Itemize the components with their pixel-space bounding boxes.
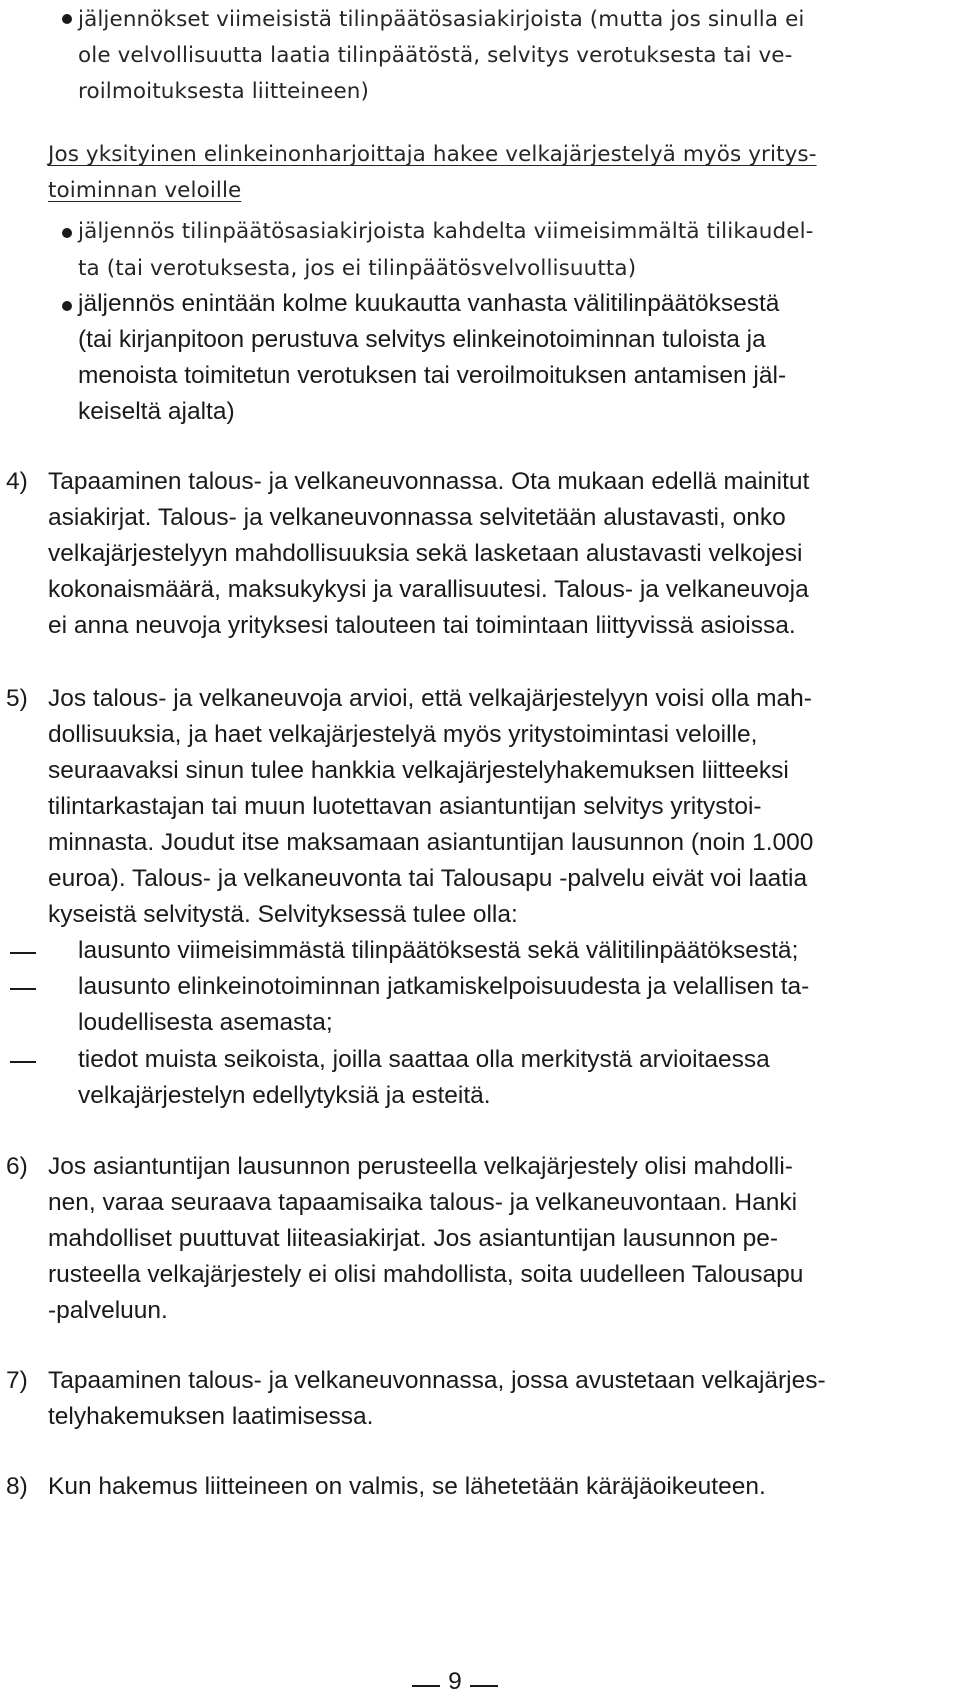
dash-item-line: velkajärjestelyn edellytyksiä ja esteitä. [78,1082,491,1109]
step-text: kyseistä selvitystä. Selvityksessä tulee olla: [48,901,518,928]
step-text: ei anna neuvoja yrityksesi talouteen tai toimintaan liittyvissä asioissa. [48,612,796,639]
step-text: kokonaismäärä, maksukykysi ja varallisuutesi. Talous- ja velkaneuvoja [48,576,809,603]
page-number: 9 [448,1668,462,1695]
step-text: mahdolliset puuttuvat liiteasiakirjat. Jos asiantuntijan lausunnon pe- [48,1225,778,1252]
section-heading: Jos yksityinen elinkeinonharjoittaja hakee velkajärjestelyä myös yritys- [48,142,817,167]
step-text: tilintarkastajan tai muun luotettavan asiantuntijan selvitys yritystoi- [48,793,762,820]
step-text: seuraavaksi sinun tulee hankkia velkajärjestelyhakemuksen liitteeksi [48,757,789,784]
step-text: Tapaaminen talous- ja velkaneuvonnassa. Ota mukaan edellä mainitut [48,468,810,495]
list-item-line: ta (tai verotuksesta, jos ei tilinpäätösvelvollisuutta) [78,256,637,281]
step-text: nen, varaa seuraava tapaamisaika talous- ja velkaneuvontaan. Hanki [48,1189,798,1216]
dash-item-line: loudellisesta asemasta; [78,1009,333,1036]
step-text: -palveluun. [48,1297,168,1324]
list-item-line: jäljennös tilinpäätösasiakirjoista kahdelta viimeisimmältä tilikaudel- [78,219,814,244]
step-text: Tapaaminen talous- ja velkaneuvonnassa, jossa avustetaan velkajärjes- [48,1367,826,1394]
step-text: rusteella velkajärjestely ei olisi mahdollista, soita uudelleen Talousapu [48,1261,804,1288]
step-text: telyhakemuksen laatimisessa. [48,1403,374,1430]
step-text: Jos talous- ja velkaneuvoja arvioi, että velkajärjestelyyn voisi olla mah- [48,685,812,712]
dash-marker-icon [10,988,36,990]
step-text: asiakirjat. Talous- ja velkaneuvonnassa selvitetään alustavasti, onko [48,504,786,531]
dash-item-line: tiedot muista seikoista, joilla saattaa olla merkitystä arvioitaessa [78,1046,770,1073]
list-item-line: (tai kirjanpitoon perustuva selvitys elinkeinotoiminnan tuloista ja [78,326,766,353]
dash-item-line: lausunto elinkeinotoiminnan jatkamiskelpoisuudesta ja velallisen ta- [78,973,810,1000]
step-text: velkajärjestelyyn mahdollisuuksia sekä lasketaan alustavasti velkojesi [48,540,803,567]
bullet-icon [62,228,72,238]
step-text: dollisuuksia, ja haet velkajärjestelyä myös yritystoimintasi veloille, [48,721,758,748]
step-text: Kun hakemus liitteineen on valmis, se lähetetään käräjäoikeuteen. [48,1473,766,1500]
section-heading: toiminnan veloille [48,178,242,203]
dash-marker-icon [10,1061,36,1063]
list-item-line: ole velvollisuutta laatia tilinpäätöstä, selvitys verotuksesta tai ve- [78,43,793,68]
step-number: 7) [6,1367,28,1394]
footer-left-dash [412,1685,440,1687]
dash-marker-icon [10,952,36,954]
bullet-icon [62,14,72,24]
bullet-icon [62,301,72,311]
step-number: 6) [6,1153,28,1180]
footer-right-dash [470,1685,498,1687]
step-text: euroa). Talous- ja velkaneuvonta tai Talousapu -palvelu eivät voi laatia [48,865,808,892]
step-number: 8) [6,1473,28,1500]
list-item-line: jäljennös enintään kolme kuukautta vanhasta välitilinpäätöksestä [78,290,780,317]
list-item-line: menoista toimitetun verotuksen tai veroilmoituksen antamisen jäl- [78,362,787,389]
step-text: Jos asiantuntijan lausunnon perusteella velkajärjestely olisi mahdolli- [48,1153,793,1180]
dash-item-line: lausunto viimeisimmästä tilinpäätöksestä sekä välitilinpäätöksestä; [78,937,799,964]
list-item-line: keiseltä ajalta) [78,398,235,425]
step-number: 4) [6,468,28,495]
step-text: minnasta. Joudut itse maksamaan asiantuntijan lausunnon (noin 1.000 [48,829,814,856]
step-number: 5) [6,685,28,712]
list-item-line: jäljennökset viimeisistä tilinpäätösasiakirjoista (mutta jos sinulla ei [78,7,805,32]
list-item-line: roilmoituksesta liitteineen) [78,79,369,104]
